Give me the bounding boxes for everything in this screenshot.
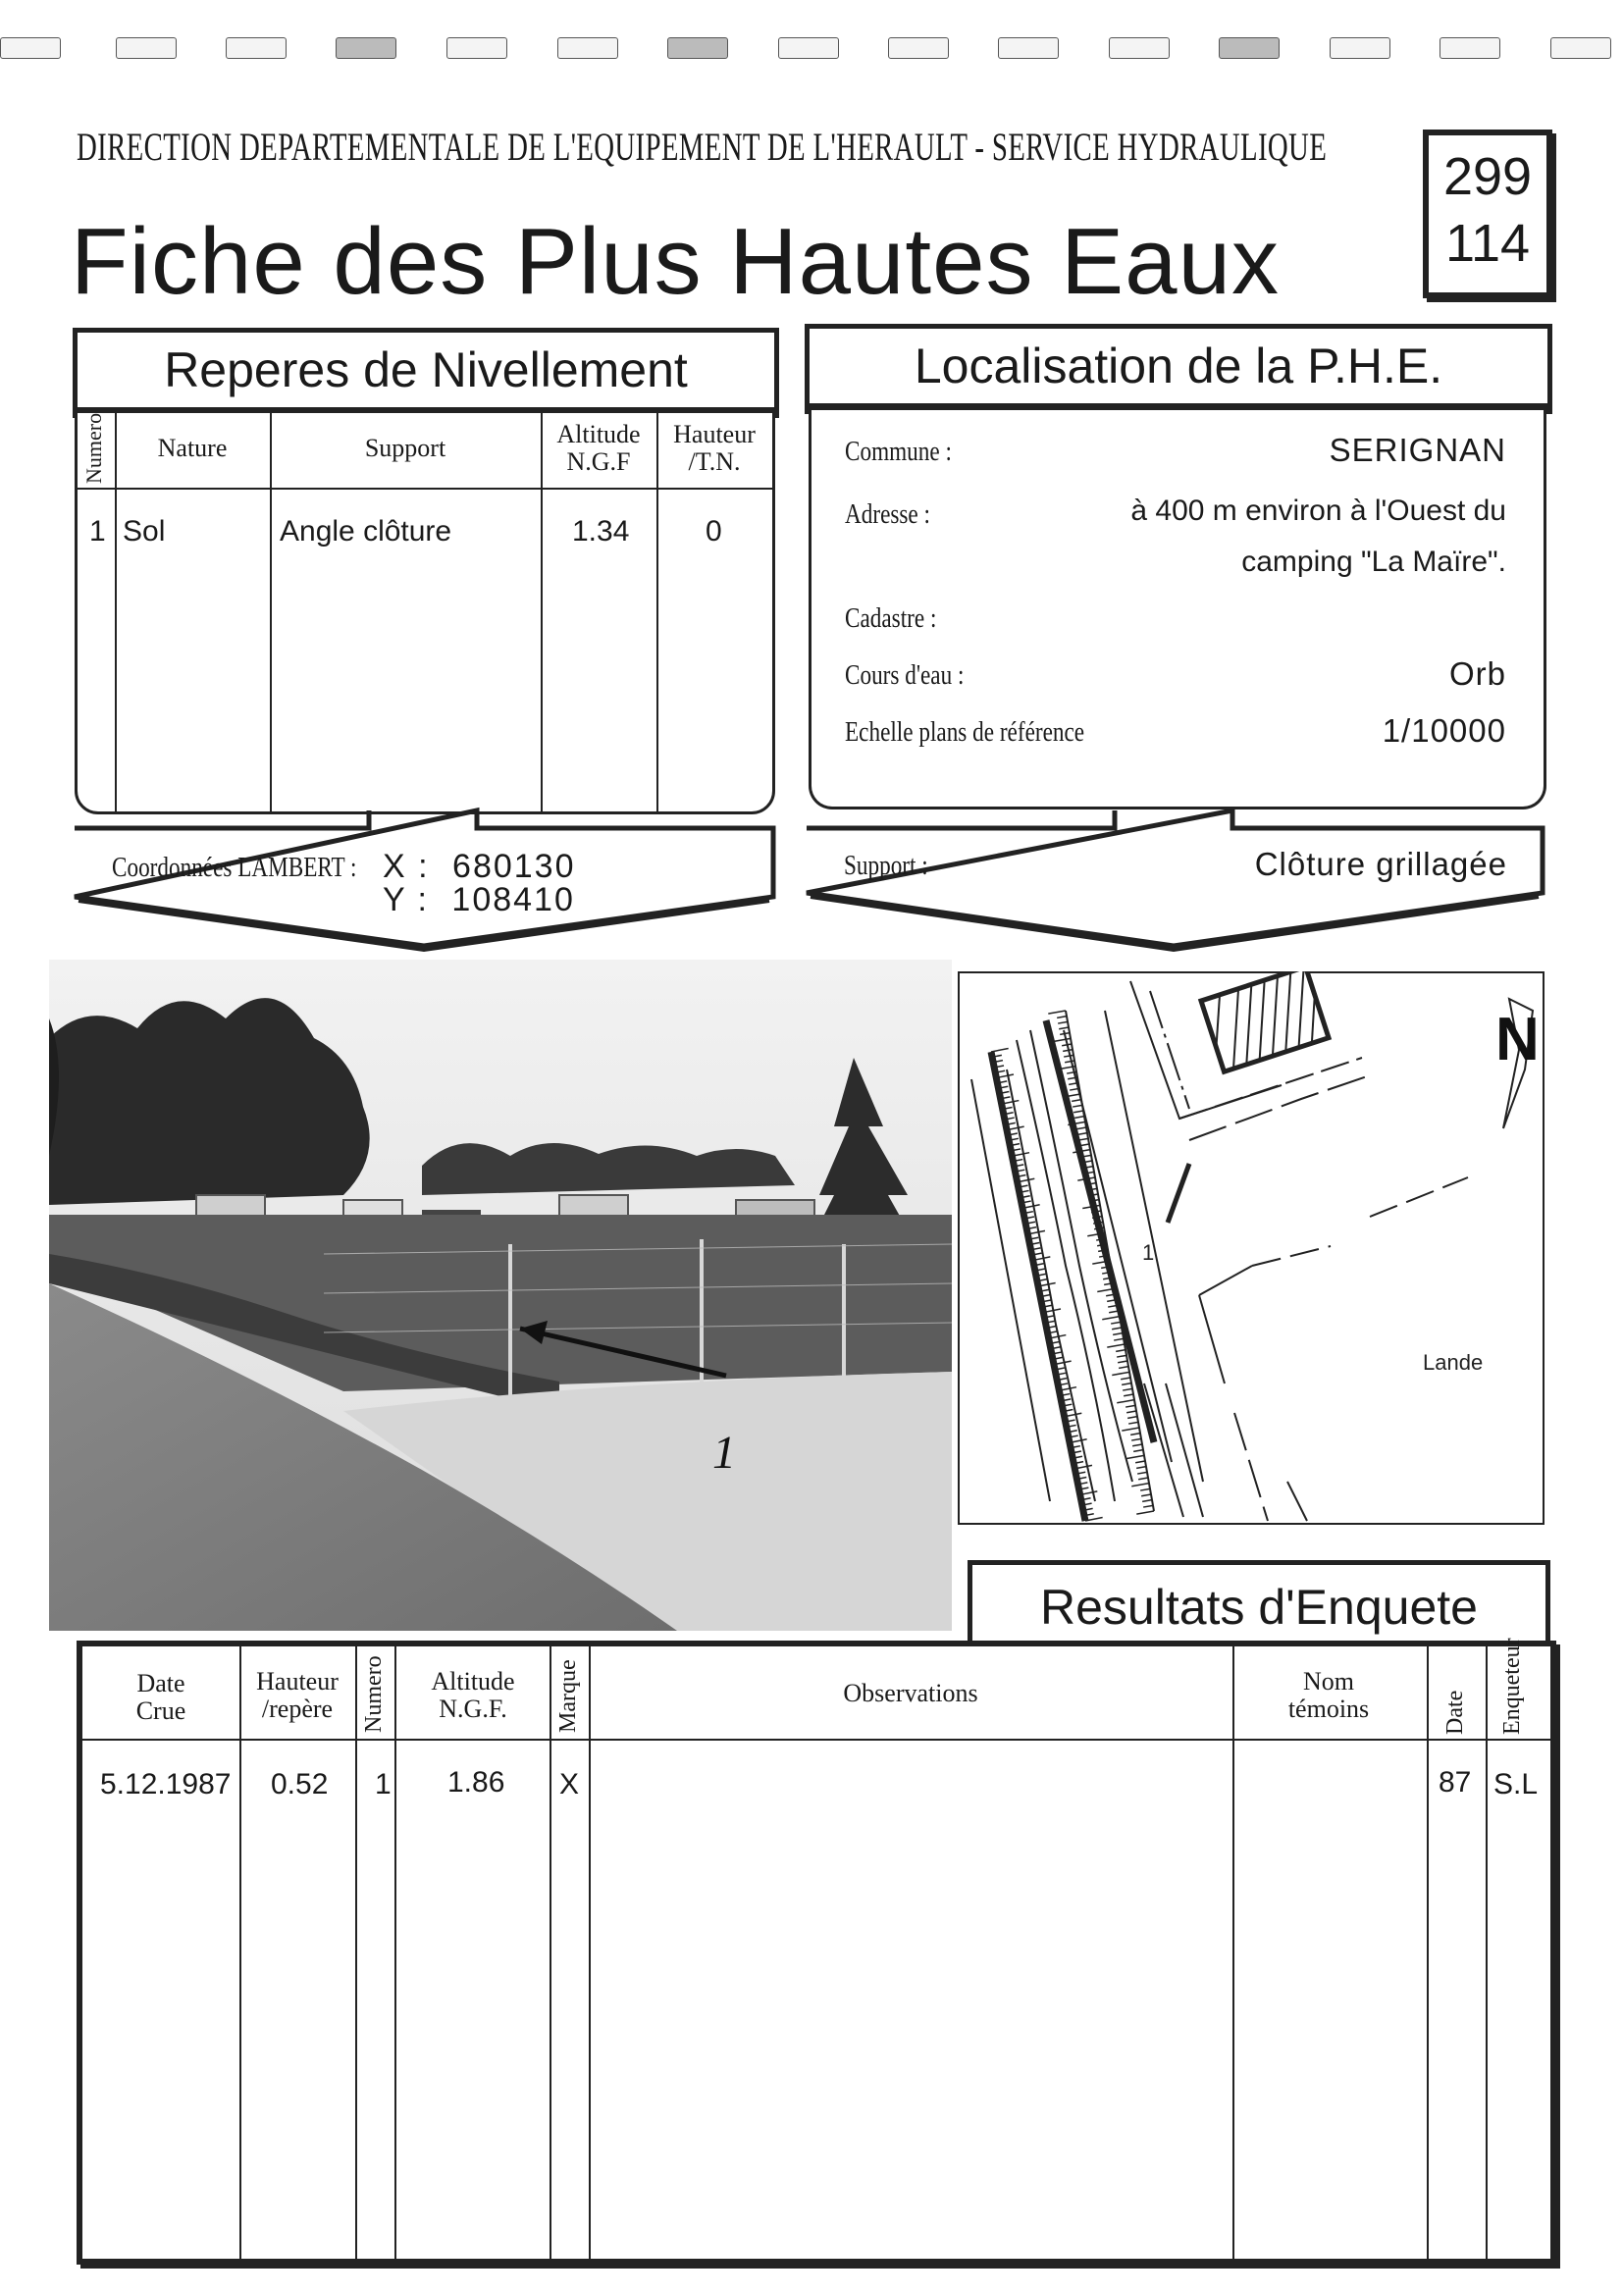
- site-photo: [49, 960, 952, 1631]
- cours-eau-label: Cours d'eau :: [845, 659, 965, 691]
- map-area-label: Lande: [1423, 1350, 1484, 1375]
- support-label: Support :: [844, 850, 928, 881]
- adresse-line-1: à 400 m environ à l'Ouest du: [1130, 495, 1506, 527]
- coordinate-x-value: 680130: [452, 848, 576, 885]
- sheet-id-bottom: 114: [1444, 214, 1531, 273]
- reperes-title-box: [73, 328, 779, 412]
- resultats-row-numero: 1: [375, 1768, 392, 1800]
- reperes-col-nature: Nature: [157, 434, 228, 462]
- resultats-row-date-crue: 5.12.1987: [100, 1768, 232, 1800]
- resultats-col-nom-temoins: Nom témoins: [1287, 1667, 1370, 1723]
- reperes-table: [75, 410, 775, 814]
- cours-eau-value: Orb: [1448, 655, 1506, 692]
- reperes-row-hauteur: 0: [706, 515, 722, 548]
- reperes-col-altitude: Altitude N.G.F: [556, 420, 641, 476]
- localisation-title: Localisation de la P.H.E.: [914, 339, 1443, 393]
- coordinates-label: Coordonnées LAMBERT :: [112, 852, 357, 883]
- coordinate-x-label: X :: [383, 848, 430, 885]
- reperes-col-support: Support: [364, 434, 446, 462]
- sheet-id-box: [1423, 130, 1552, 298]
- coordinate-y-label: Y :: [383, 881, 429, 918]
- reperes-row-nature: Sol: [123, 515, 166, 548]
- sheet-id-top: 299: [1442, 147, 1533, 206]
- reperes-row-numero: 1: [89, 515, 106, 548]
- cadastre-label: Cadastre :: [845, 602, 937, 634]
- resultats-col-date: Date: [1442, 1690, 1468, 1735]
- resultats-col-numero: Numero: [361, 1655, 387, 1733]
- resultats-col-observations: Observations: [843, 1679, 978, 1707]
- coordinate-y-value: 108410: [451, 881, 575, 918]
- resultats-col-date-crue: Date Crue: [135, 1669, 186, 1725]
- commune-value: SERIGNAN: [1329, 432, 1506, 468]
- reperes-title: Reperes de Nivellement: [164, 342, 688, 397]
- organisation-header: DIRECTION DEPARTEMENTALE DE L'EQUIPEMENT DE L'HERAULT - SERVICE HYDRAULIQUE: [77, 125, 1328, 169]
- localisation-panel: [809, 410, 1546, 809]
- resultats-row-altitude: 1.86: [447, 1766, 505, 1799]
- adresse-line-2: camping "La Maïre".: [1241, 546, 1506, 578]
- map-marker-label: 1: [1142, 1240, 1155, 1265]
- reperes-row-support: Angle clôture: [280, 515, 452, 548]
- localisation-title-box: [805, 324, 1552, 408]
- reperes-row-altitude: 1.34: [572, 515, 630, 548]
- resultats-col-enqueteur: Enqueteur: [1499, 1638, 1525, 1735]
- resultats-col-altitude: Altitude N.G.F.: [431, 1667, 515, 1723]
- resultats-row-date: 87: [1439, 1766, 1472, 1799]
- resultats-row-marque: X: [559, 1768, 580, 1800]
- location-map: [958, 971, 1544, 1525]
- resultats-row-enqueteur: S.L: [1493, 1768, 1539, 1800]
- adresse-label: Adresse :: [845, 498, 930, 530]
- reperes-col-numero: Numero: [81, 412, 106, 484]
- resultats-title-box: [968, 1560, 1550, 1644]
- commune-label: Commune :: [845, 436, 952, 467]
- resultats-table: [77, 1638, 1556, 2265]
- resultats-col-marque: Marque: [555, 1659, 581, 1733]
- resultats-col-hauteur-repere: Hauteur /repère: [256, 1667, 339, 1723]
- resultats-title: Resultats d'Enquete: [1040, 1580, 1478, 1635]
- reperes-col-hauteur: Hauteur /T.N.: [673, 420, 756, 476]
- photo-marker-label: 1: [712, 1427, 736, 1479]
- echelle-value: 1/10000: [1382, 712, 1506, 749]
- north-label: N: [1495, 1006, 1540, 1073]
- page-title: Fiche des Plus Hautes Eaux: [71, 209, 1280, 314]
- echelle-label: Echelle plans de référence: [845, 716, 1085, 748]
- support-value: Clôture grillagée: [1254, 846, 1507, 882]
- coordinate-y: [383, 881, 575, 919]
- resultats-row-hauteur-repere: 0.52: [271, 1768, 329, 1800]
